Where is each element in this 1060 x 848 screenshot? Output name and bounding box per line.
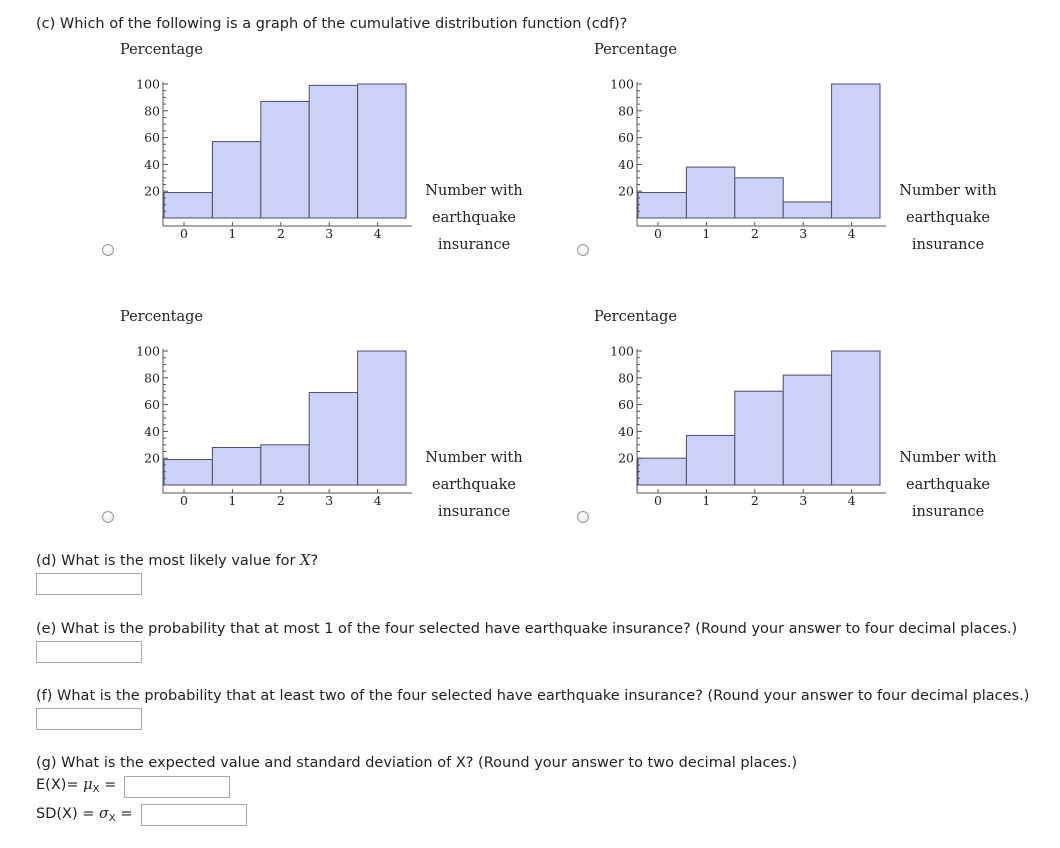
chart1-x-tick-label-1: 1 <box>228 226 237 241</box>
cdf-option-radio-1[interactable] <box>102 244 114 256</box>
chart3-x-tick-label-1: 1 <box>228 493 237 508</box>
sigma-symbol: σ <box>98 806 109 822</box>
expected-value-equals: = <box>99 777 117 793</box>
chart2-x-tick-label-3: 3 <box>799 226 808 241</box>
chart4-x-tick-label-1: 1 <box>702 493 711 508</box>
chart3-y-tick-label-100: 100 <box>136 343 160 359</box>
chart4-y-tick-label-60: 60 <box>618 397 634 413</box>
chart3-x-tick-label-3: 3 <box>325 493 334 508</box>
chart3-x-tick-label-4: 4 <box>373 493 382 508</box>
question-f: (f) What is the probability that at least two of the four selected have earthquake insurance? (Round your answer to four decimal places.) <box>36 688 1030 704</box>
std-dev-prefix: SD(X) = <box>36 806 99 822</box>
cdf-option-radio-3[interactable] <box>102 511 114 523</box>
std-dev-equals: = <box>115 806 133 822</box>
chart4-y-tick-label-40: 40 <box>618 423 634 439</box>
chart2-bar-0 <box>638 193 686 218</box>
chart1-x-axis-label-line-1: Number with <box>425 183 523 199</box>
cdf-option-radio-4[interactable] <box>577 511 589 523</box>
chart3-y-axis-label: Percentage <box>120 309 203 325</box>
chart3-x-axis-label-line-1: Number with <box>425 450 523 466</box>
chart3-bar-4 <box>358 351 406 485</box>
question-e: (e) What is the probability that at most 1 of the four selected have earthquake insurance? (Round your answer to four decimal places.) <box>36 621 1018 637</box>
chart4-y-tick-label-80: 80 <box>618 370 634 386</box>
chart4-x-axis-label-line-2: earthquake <box>906 477 990 493</box>
chart2-y-tick-label-60: 60 <box>618 130 634 146</box>
chart3-x-tick-label-0: 0 <box>180 493 188 508</box>
chart4-y-axis-label: Percentage <box>594 309 677 325</box>
chart1-svg <box>100 38 600 298</box>
chart1-y-tick-label-100: 100 <box>136 76 160 92</box>
cdf-option-radio-2[interactable] <box>577 244 589 256</box>
cdf-option-chart-4 <box>574 305 1060 565</box>
chart3-y-tick-label-60: 60 <box>144 397 160 413</box>
chart4-bar-0 <box>638 458 686 485</box>
answer-f-input[interactable] <box>36 708 142 730</box>
mu-subscript: X <box>92 784 100 795</box>
chart3-x-axis-label-line-3: insurance <box>437 504 511 520</box>
chart1-x-axis-label-line-3: insurance <box>437 237 511 253</box>
chart2-y-tick-label-40: 40 <box>618 156 634 172</box>
question-c: (c) Which of the following is a graph of the cumulative distribution function (cdf)? <box>36 16 628 32</box>
chart4-x-tick-label-0: 0 <box>654 493 662 508</box>
chart1-y-tick-label-20: 20 <box>144 183 160 199</box>
chart3-bar-3 <box>309 393 357 485</box>
chart3-bar-2 <box>261 445 309 485</box>
chart3-y-tick-label-80: 80 <box>144 370 160 386</box>
cdf-option-chart-1 <box>100 38 600 298</box>
cdf-option-chart-2 <box>574 38 1060 298</box>
std-dev-label <box>36 806 133 824</box>
chart4-x-tick-label-4: 4 <box>847 493 856 508</box>
chart3-bar-0 <box>164 460 212 485</box>
chart2-bar-1 <box>686 167 734 218</box>
chart1-bar-2 <box>261 101 309 218</box>
chart2-x-axis-label-line-3: insurance <box>911 237 985 253</box>
chart2-svg <box>574 38 1060 298</box>
chart1-y-axis-label: Percentage <box>120 42 203 58</box>
chart3-y-tick-label-40: 40 <box>144 423 160 439</box>
chart2-y-tick-label-80: 80 <box>618 103 634 119</box>
chart2-y-tick-label-20: 20 <box>618 183 634 199</box>
chart1-x-tick-label-2: 2 <box>276 226 285 241</box>
chart4-bar-3 <box>783 375 831 485</box>
chart1-x-tick-label-0: 0 <box>180 226 188 241</box>
chart4-svg <box>574 305 1060 565</box>
chart1-y-tick-label-60: 60 <box>144 130 160 146</box>
sigma-subscript: X <box>108 813 116 824</box>
chart3-x-tick-label-2: 2 <box>276 493 285 508</box>
chart2-x-tick-label-1: 1 <box>702 226 711 241</box>
question-d <box>36 553 318 569</box>
chart2-bar-2 <box>735 178 783 218</box>
chart1-bar-0 <box>164 193 212 218</box>
chart1-bar-1 <box>212 142 260 218</box>
std-dev-input[interactable] <box>141 804 247 826</box>
chart4-bar-1 <box>686 435 734 485</box>
chart2-x-tick-label-4: 4 <box>847 226 856 241</box>
chart2-x-axis-label-line-1: Number with <box>899 183 997 199</box>
question-d-suffix: ? <box>310 553 319 569</box>
chart4-x-tick-label-3: 3 <box>799 493 808 508</box>
chart1-y-tick-label-40: 40 <box>144 156 160 172</box>
chart1-bar-3 <box>309 85 357 218</box>
chart4-x-axis-label-line-3: insurance <box>911 504 985 520</box>
chart1-bar-4 <box>358 84 406 218</box>
chart2-x-tick-label-2: 2 <box>750 226 759 241</box>
chart4-y-tick-label-20: 20 <box>618 450 634 466</box>
question-d-variable: X <box>300 553 311 569</box>
chart1-x-axis-label-line-2: earthquake <box>432 210 516 226</box>
chart3-y-tick-label-20: 20 <box>144 450 160 466</box>
chart2-x-axis-label-line-2: earthquake <box>906 210 990 226</box>
question-d-prefix: (d) What is the most likely value for <box>36 553 301 569</box>
chart2-x-tick-label-0: 0 <box>654 226 662 241</box>
chart1-y-tick-label-80: 80 <box>144 103 160 119</box>
expected-value-input[interactable] <box>124 776 230 798</box>
answer-d-input[interactable] <box>36 573 142 595</box>
chart3-x-axis-label-line-2: earthquake <box>432 477 516 493</box>
chart4-bar-2 <box>735 391 783 485</box>
chart2-y-tick-label-100: 100 <box>610 76 634 92</box>
chart1-x-tick-label-3: 3 <box>325 226 334 241</box>
expected-value-label <box>36 777 116 795</box>
mu-symbol: μ <box>83 777 93 793</box>
chart2-bar-4 <box>832 84 880 218</box>
chart2-y-axis-label: Percentage <box>594 42 677 58</box>
chart3-svg <box>100 305 600 565</box>
chart4-x-tick-label-2: 2 <box>750 493 759 508</box>
chart4-y-tick-label-100: 100 <box>610 343 634 359</box>
chart3-bar-1 <box>212 447 260 485</box>
chart2-bar-3 <box>783 202 831 218</box>
chart1-x-tick-label-4: 4 <box>373 226 382 241</box>
answer-e-input[interactable] <box>36 641 142 663</box>
chart4-x-axis-label-line-1: Number with <box>899 450 997 466</box>
cdf-option-chart-3 <box>100 305 600 565</box>
question-g: (g) What is the expected value and standard deviation of X? (Round your answer to two decimal places.) <box>36 755 798 771</box>
expected-value-prefix: E(X)= <box>36 777 84 793</box>
chart4-bar-4 <box>832 351 880 485</box>
